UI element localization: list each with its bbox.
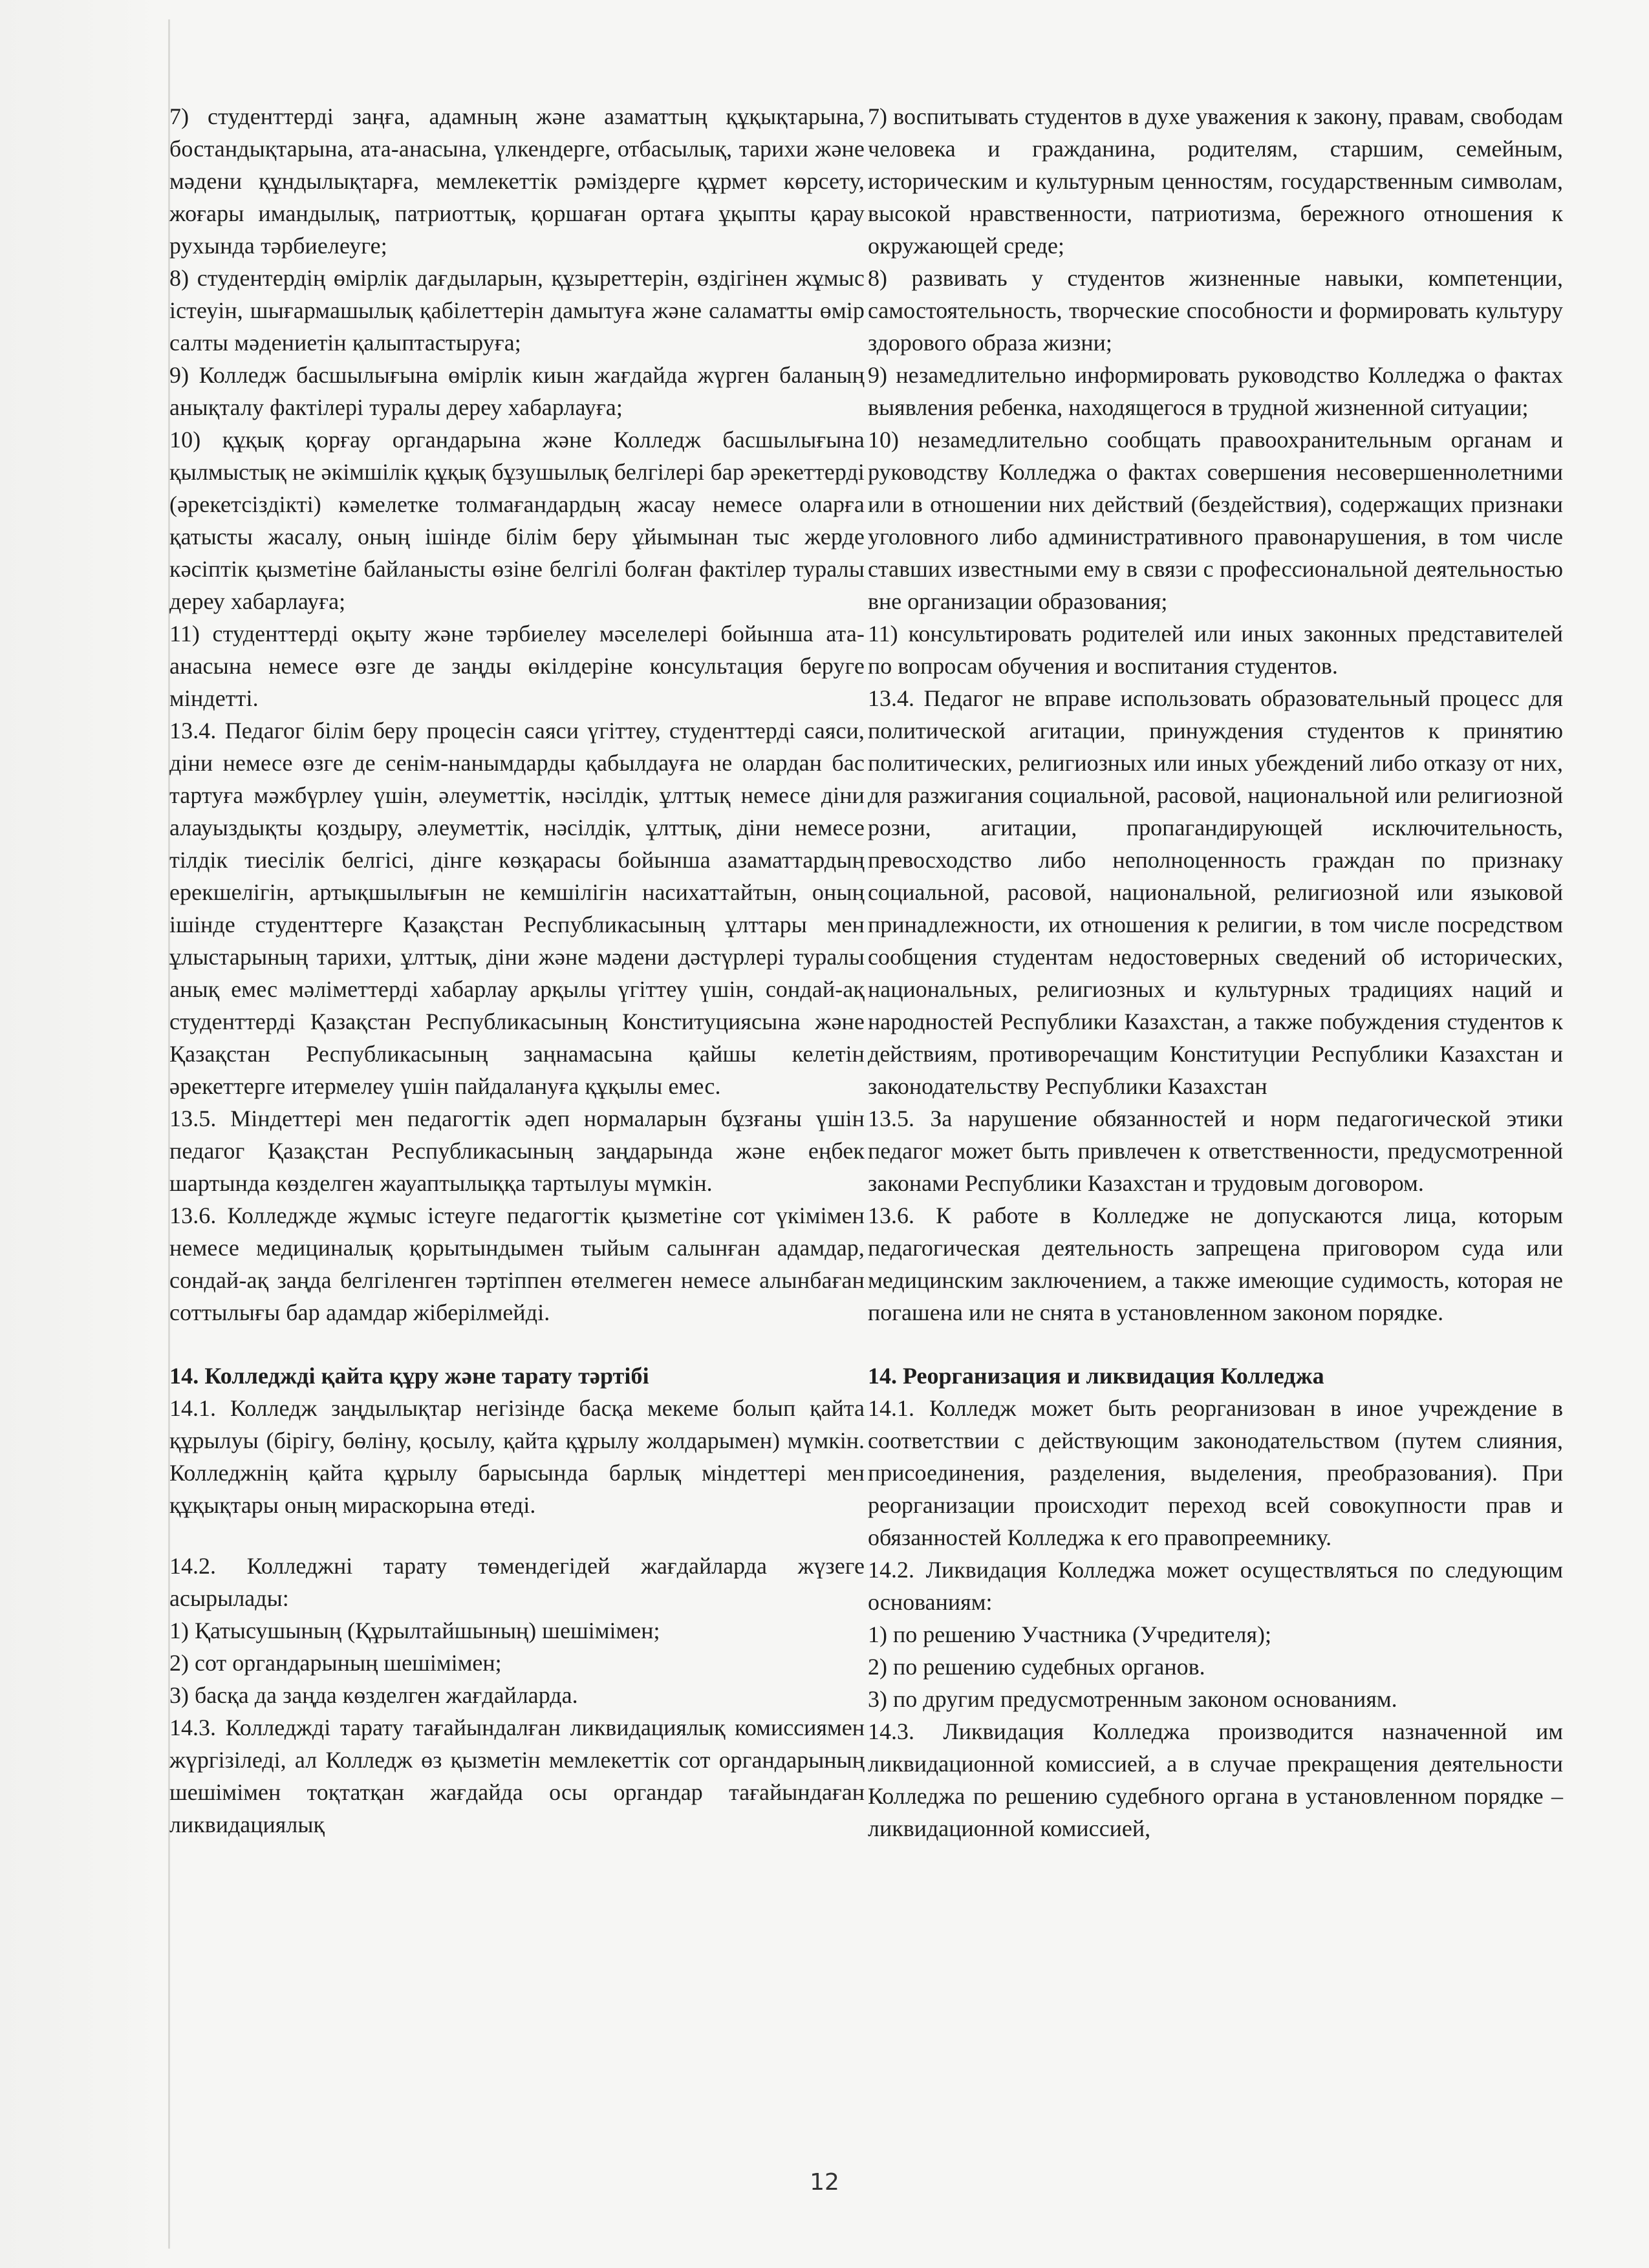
paragraph-ru-14-3: 14.3. Ликвидация Колледжа производится назначенной им ликвидационной комиссией, а в случае прекращения деятельности Колледжа по решению судебного органа в установленном порядке – ликвидационной комиссией, (868, 1718, 1563, 1841)
paragraph-ru-13-4: 13.4. Педагог не вправе использовать образовательный процесс для политической агитации, принуждения студентов к принятию политических, религиозных или иных убеждений либо отказу от них, для разжигания социальной, расовой, национальной или религиозной розни, агитации, пропагандирующей исключительность, превосходство либо неполноценность граждан по признаку социальной, расовой, национальной, религиозной или языковой принадлежности, их отношения к религии, в том числе посредством сообщения студентам недостоверных сведений об исторических, национальных, религиозных и культурных традициях наций и народностей Республики Казахстан, а также побуждения студентов к действиям, противоречащим Конституции Республики Казахстан и законодательству Республики Казахстан (868, 685, 1563, 1099)
list-item-kk-1: 1) Қатысушының (Құрылтайшының) шешімімен; (169, 1618, 660, 1643)
paragraph-ru-7: 7) воспитывать студентов в духе уважения к закону, правам, свободам человека и гражданина, родителям, старшим, семейным, историческим и культурным ценностям, государственным символам, высокой нравственности, патриотизма, бережного отношения к окружающей среде; (868, 103, 1563, 259)
paragraph-ru-9: 9) незамедлительно информировать руководство Колледжа о фактах выявления ребенка, находящегося в трудной жизненной ситуации; (868, 362, 1563, 420)
paragraph-kk-13-6: 13.6. Колледжде жұмыс істеуге педагогтік қызметіне сот үкімімен немесе медициналық қорытындымен тыйым салынған адамдар, сондай-ақ заңда белгіленген тәртіппен өтелмеген немесе алынбаған соттылығы бар адамдар жіберілмейді. (169, 1203, 865, 1325)
paragraph-ru-10: 10) незамедлительно сообщать правоохранительным органам и руководству Колледжа о фактах совершения несовершеннолетними или в отношении них действий (бездействия), содержащих признаки уголовного либо административного правонарушения, в том числе ставших известными ему в связи с профессиональной деятельностью вне организации образования; (868, 427, 1563, 614)
paragraph-kk-8: 8) студентердің өмірлік дағдыларын, құзыреттерін, өздігінен жұмыс істеуін, шығармашылық қабілеттерін дамытуға және саламатты өмір салты мәдениетін қалыптастыруға; (169, 265, 865, 356)
paragraph-kk-13-5: 13.5. Міндеттері мен педагогтік әдеп нормаларын бұзғаны үшін педагог Қазақстан Республикасының заңдарында және еңбек шартында көзделген жауаптылыққа тартылуы мүмкін. (169, 1106, 865, 1196)
list-item-ru-2: 2) по решению судебных органов. (868, 1654, 1205, 1680)
list-item-kk-2: 2) сот органдарының шешімімен; (169, 1650, 502, 1676)
list-item-ru-1: 1) по решению Участника (Учредителя); (868, 1621, 1271, 1647)
list-item-ru-3: 3) по другим предусмотренным законом основаниям. (868, 1686, 1397, 1712)
section-heading-kk: 14. Колледжді қайта құру және тарату тәртібі (169, 1363, 649, 1389)
paragraph-ru-13-5: 13.5. За нарушение обязанностей и норм педагогической этики педагог может быть привлечен к ответственности, предусмотренной законами Республики Казахстан и трудовым договором. (868, 1106, 1563, 1196)
paragraph-gap (169, 1521, 865, 1550)
paragraph-ru-13-6: 13.6. К работе в Колледже не допускаются лица, которым педагогическая деятельность запрещена приговором суда или медицинским заключением, а также имеющие судимость, которая не погашена или не снята в установленном законом порядке. (868, 1203, 1563, 1325)
paragraph-kk-7: 7) студенттерді заңға, адамның және азаматтың құқықтарына, бостандықтарына, ата-анасына, үлкендерге, отбасылық, тарихи және мәдени құндылықтарға, мемлекеттік рәміздерге құрмет көрсету, жоғары имандылық, патриоттық, қоршаған ортаға ұқыпты қарау рухында тәрбиелеуге; (169, 103, 865, 259)
document-page (169, 100, 1563, 2104)
section-heading-ru: 14. Реорганизация и ликвидация Колледжа (868, 1363, 1324, 1389)
list-item-kk-3: 3) басқа да заңда көзделген жағдайларда. (169, 1682, 578, 1708)
paragraph-kk-9: 9) Колледж басшылығына өмірлік киын жағдайда жүрген баланың анықталу фактілері туралы дереу хабарлауға; (169, 362, 865, 420)
russian-text-column (868, 100, 1563, 2104)
paragraph-kk-14-2: 14.2. Колледжні тарату төмендегідей жағдайларда жүзеге асырылады: (169, 1553, 865, 1611)
paragraph-ru-14-1: 14.1. Колледж может быть реорганизован в иное учреждение в соответствии с действующим законодательством (путем слияния, присоединения, разделения, выделения, преобразования). При реорганизации происходит переход всей совокупности прав и обязанностей Колледжа к его правопреемнику. (868, 1395, 1563, 1550)
paragraph-ru-8: 8) развивать у студентов жизненные навыки, компетенции, самостоятельность, творческие способности и формировать культуру здорового образа жизни; (868, 265, 1563, 356)
paragraph-kk-11: 11) студенттерді оқыту және тәрбиелеу мәселелері бойынша ата-анасына немесе өзге де заңды өкілдеріне консультация беруге міндетті. (169, 621, 865, 711)
page-number: 12 (810, 2169, 839, 2196)
paragraph-ru-14-2: 14.2. Ликвидация Колледжа может осуществляться по следующим основаниям: (868, 1557, 1563, 1615)
scan-edge-shadow (0, 0, 162, 2268)
paragraph-kk-13-4: 13.4. Педагог білім беру процесін саяси үгіттеу, студенттерді саяси, діни немесе өзге де сенім-нанымдарды қабылдауға не олардан бас тартуға мәжбүрлеу үшін, әлеуметтік, нәсілдік, ұлттық немесе діни алауыздықты қоздыру, әлеуметтік, нәсілдік, ұлттық, діни немесе тілдік тиесілік белгісі, дінге көзқарасы бойынша азаматтардың ерекшелігін, артықшылығын не кемшілігін насихаттайтын, оның ішінде студенттерге Қазақстан Республикасының ұлттары мен ұлыстарының тарихи, ұлттық, діни және мәдени дәстүрлері туралы анық емес мәліметтерді хабарлау арқылы үгіттеу үшін, сондай-ақ студенттерді Қазақстан Республикасының Конституциясына және Қазақстан Республикасының заңнамасына қайшы келетін әрекеттерге итермелеу үшін пайдалануға құқылы емес. (169, 718, 865, 1099)
paragraph-kk-14-1: 14.1. Колледж заңдылықтар негізінде басқа мекеме болып қайта құрылуы (бірігу, бөліну, қосылу, қайта құрылу жолдарымен) мүмкін. Колледжнің қайта құрылу барысында барлық міндеттері мен құқықтары оның мираскорына өтеді. (169, 1395, 865, 1518)
paragraph-kk-10: 10) құқық қорғау органдарына және Колледж басшылығына қылмыстық не әкімшілік құқық бұзушылық белгілері бар әрекеттерді (әрекетсіздікті) кәмелетке толмағандардың жасау немесе оларға қатысты жасалу, оның ішінде білім беру ұйымынан тыс жерде кәсіптік қызметіне байланысты өзіне белгілі болған фактілер туралы дереу хабарлауға; (169, 427, 865, 614)
paragraph-kk-14-3: 14.3. Колледжді тарату тағайындалған ликвидациялық комиссиямен жүргізіледі, ал Колледж өз қызметін мемлекеттік сот органдарының шешімімен тоқтатқан жағдайда осы органдар тағайындаған ликвидациялық (169, 1715, 865, 1837)
kazakh-text-column (169, 100, 865, 2104)
paragraph-ru-11: 11) консультировать родителей или иных законных представителей по вопросам обучения и воспитания студентов. (868, 621, 1563, 679)
